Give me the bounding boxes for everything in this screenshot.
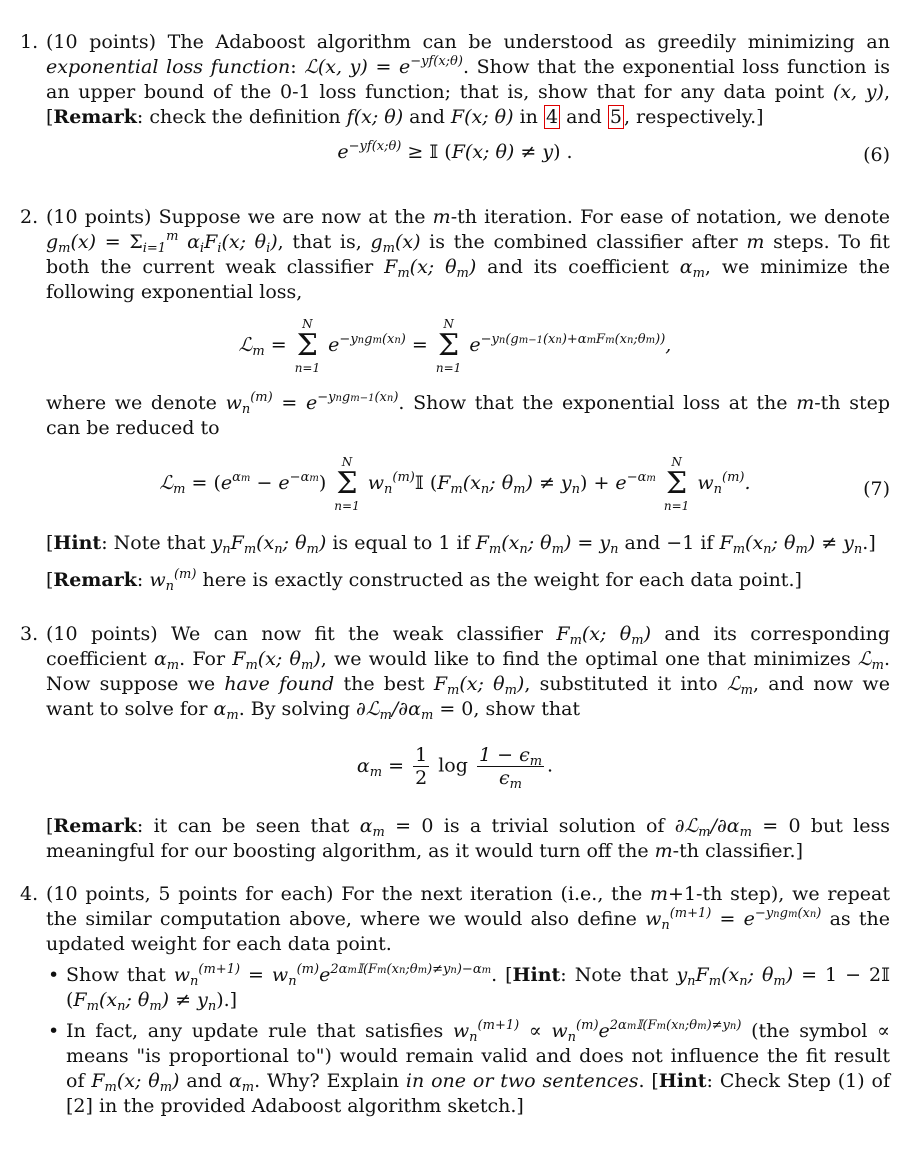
question-2: [20, 205, 890, 593]
equation-6: $e^{-yf(x;\theta)}$ ≥ 𝕀 (F(x; θ) ≠ y) . (6): [337, 139, 890, 166]
question-number: 3.: [20, 623, 39, 645]
question-body: (10 points) Suppose we are now at the m-th iteration. For ease of notation, we denote $g_m(x) = \Sigma_{i=1}^m$ $\alpha_iF_i(x$; $\theta_i$), that is, $g_m(x)$ is the combined classifier after m steps. To fit both the current weak classifier $F_m(x$; $\theta_m$) and its coefficient $\alpha_m$, we minimize the following exponential loss,: [46, 206, 891, 303]
equation-number: (7): [863, 478, 890, 500]
question-3: [20, 622, 890, 864]
equation-number: (6): [863, 144, 890, 166]
reference-link-4[interactable]: 4: [545, 106, 559, 128]
question-body: (10 points, 5 points for each) For the next iteration (i.e., the m+1-th step), we repeat the similar computation above, where we would also define $w_n^{(m+1)} = e^{-yngm(xn)}$ as the updated weight for each data point.: [46, 883, 891, 955]
reference-link-5[interactable]: 5: [609, 106, 622, 128]
question-body: (10 points) We can now fit the weak classifier $F_m(x$; $\theta_m$) and its corresponding coefficient $\alpha_m$. For $F_m(x$; $\theta_m$), we would like to find the optimal one that minimizes ℒ$_m$. Now suppose we have found the best $F_m(x$; $\theta_m$), substituted it into ℒ$_m$, and now we want to solve for $\alpha_m$. By solving $\partial ℒ_m/\partial\alpha_m = 0$, show that: [46, 623, 890, 723]
equation-loss: ℒ$_m$ = N Σ n=1 $e^{-yngm(xn)}$ = N Σ n=1 $e^{-yn(gm-1(xn)+\alpha mFm(xn;\theta m))}$,: [238, 317, 672, 375]
equation-7: ℒ$_m$ = $(e^{\alpha m} - e^{-\alpha m})$ N Σ n=1 $w_n^{(m)}𝕀$ ($F_m(x_n$; $\theta_m) \ne y_n) + e^{-\alpha m}$ N Σ n=1 $w_n^{(m)}$. (7): [159, 455, 890, 513]
question-body-cont: where we denote $w_n^{(m)} = e^{-yngm-1(xn)}$. Show that the exponential loss at the m-th step can be reduced to: [46, 390, 890, 439]
list-item: • Show that $w_n^{(m+1)} = w_n^{(m)}e^{2\alpha m𝕀(Fm(xn;\theta m)\ne yn)-\alpha m}$. [Hint: Note that $y_nF_m(x_n$; $\theta_m) = 1$ − 2𝕀 ($F_m(x_n$; $\theta_m) \ne y_n$).]: [48, 962, 890, 1014]
question-4: [20, 882, 890, 1125]
list-item: • In fact, any update rule that satisfies $w_n^{(m+1)} \propto w_n^{(m)}e^{2\alpha m𝕀(Fm(xn;\theta m)\ne yn)}$ (the symbol ∝ means "is proportional to") would remain valid and does not influence the fit result of $F_m(x$; $\theta_m$) and $\alpha_m$. Why? Explain in one or two sentences. [Hint: Check Step (1) of [2] in the provided Adaboost algorithm sketch.]: [48, 1018, 891, 1117]
remark-line: [Remark: it can be seen that $\alpha_m = 0$ is a trivial solution of $\partial ℒ_m/\partial\alpha_m = 0$ but less meaningful for our boosting algorithm, as it would turn off the m-th classifier.]: [46, 815, 891, 862]
question-number: 2.: [20, 206, 39, 228]
bullet-list: [46, 963, 890, 1119]
equation-alpha: $\alpha_m$ = $\frac{1}{2}$ log $\frac{1 - \epsilon_m}{\epsilon_m}$ .: [356, 744, 554, 792]
question-1: [20, 30, 890, 172]
question-body: (10 points) The Adaboost algorithm can be understood as greedily minimizing an exponential loss function: ℒ(x, $y) = e^{-yf(x;\theta)}$. Show that the exponential loss function is an upper bound of the 0-1 loss function; that is, show that for any data point (x, y), [Remark: check the definition f(x; θ) and F(x; θ) in 4 and 5 , respectively.]: [46, 31, 891, 128]
question-number: 1.: [20, 31, 39, 53]
question-number: 4.: [20, 883, 39, 905]
remark-line: [Remark: $w_n^{(m)}$ here is exactly constructed as the weight for each data point.]: [46, 567, 802, 594]
hint-line: [Hint: Note that $y_nF_m(x_n$; $\theta_m$) is equal to 1 if $F_m(x_n$; $\theta_m) = y_n$ and −1 if $F_m(x_n$; $\theta_m) \ne y_n$.]: [46, 532, 876, 557]
